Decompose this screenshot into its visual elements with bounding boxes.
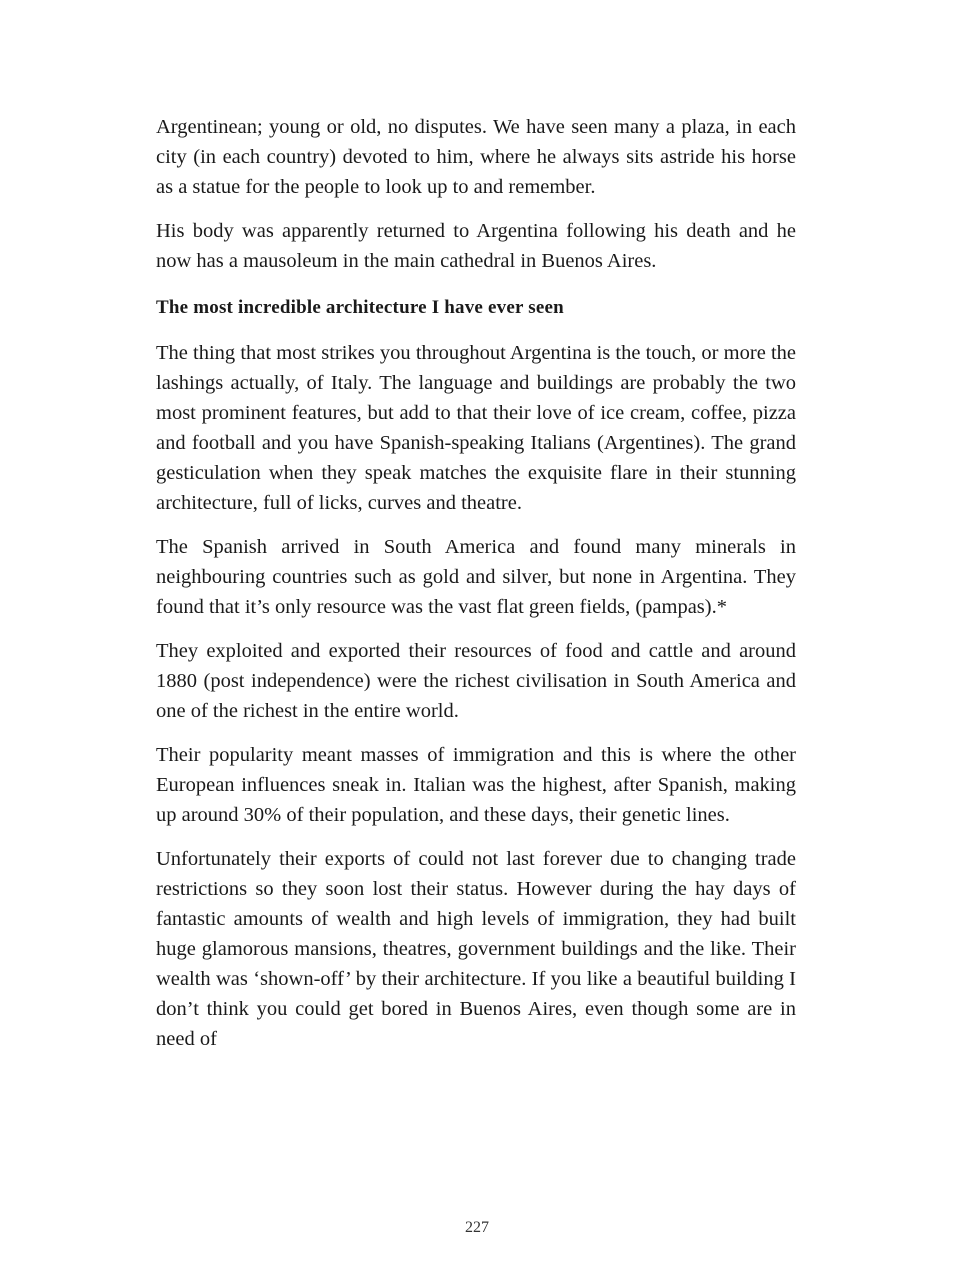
paragraph: Argentinean; young or old, no disputes. We have seen many a plaza, in each city (in each country) devoted to him, where he always sits astride his horse as a statue for the people to look up to and remember. (156, 116, 796, 198)
page-body (156, 112, 796, 1054)
page-number: 227 (465, 1219, 489, 1236)
paragraph: The thing that most strikes you throughout Argentina is the touch, or more the lashings actually, of Italy. The language and buildings are probably the two most prominent features, but add to that their love of ice cream, coffee, pizza and football and you have Spanish-speaking Italians (Argentines). The grand gesticulation when they speak matches the exquisite flare in their stunning architecture, full of licks, curves and theatre. (156, 342, 796, 514)
paragraph: Unfortunately their exports of could not last forever due to changing trade restrictions so they soon lost their status. However during the hay days of fantastic amounts of wealth and high levels of immigration, they had built huge glamorous mansions, theatres, government buildings and the like. Their wealth was ‘shown-off’ by their architecture. If you like a beautiful building I don’t think you could get bored in Buenos Aires, even though some are in need of (156, 848, 796, 1050)
paragraph: They exploited and exported their resources of food and cattle and around 1880 (post independence) were the richest civilisation in South America and one of the richest in the entire world. (156, 640, 796, 722)
paragraph: His body was apparently returned to Argentina following his death and he now has a mausoleum in the main cathedral in Buenos Aires. (156, 220, 796, 272)
paragraph: Their popularity meant masses of immigration and this is where the other European influences sneak in. Italian was the highest, after Spanish, making up around 30% of their population, and these days, their genetic lines. (156, 744, 796, 826)
paragraph: The Spanish arrived in South America and found many minerals in neighbouring countries such as gold and silver, but none in Argentina. They found that it’s only resource was the vast flat green fields, (pampas).* (156, 536, 796, 618)
section-heading: The most incredible architecture I have ever seen (156, 297, 564, 318)
